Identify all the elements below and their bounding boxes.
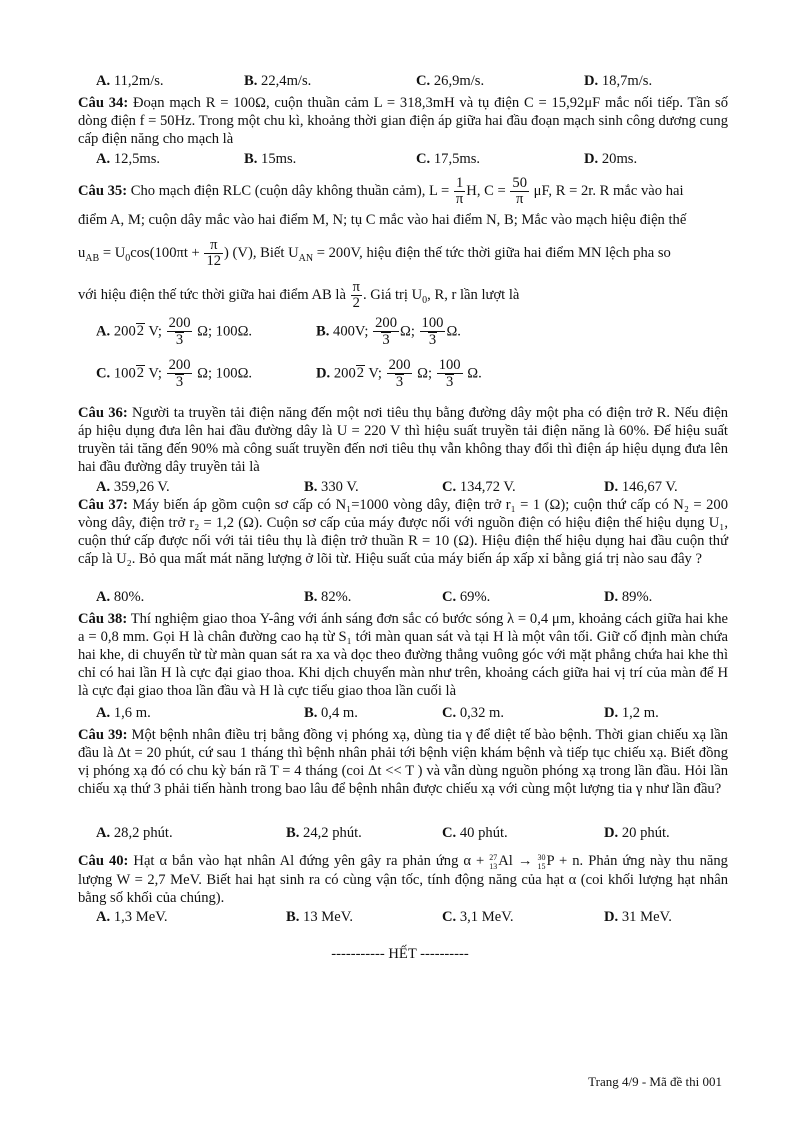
q33-option-d: D. 18,7m/s. xyxy=(584,73,653,89)
question-39 xyxy=(78,726,728,798)
question-text: Một bệnh nhân điều trị bằng đồng vị phóng xạ, dùng tia γ để diệt tế bào bệnh. Thời gian chiếu xạ lần đầu là Δt = 20 phút, cứ sau 1 tháng thì bệnh nhân phải tới bệnh viện khám bệnh và tiếp tục chiếu xạ. Biết đồng vị phóng xạ đó có chu kỳ bán rã T = 4 tháng (coi Δt << T ) và vẫn dùng nguồn phóng xạ trong lần đầu. Hỏi lần chiếu xạ thứ 3 phải tiến hành trong bao lâu để bệnh nhân được chiếu xạ với cùng một lượng tia γ như lần đầu? xyxy=(78,727,728,797)
q35-option-d: D. 2002 V; $\frac{200}{3}$ Ω; $\frac{100}{3}$ Ω. xyxy=(316,357,482,390)
fraction-pi-over-12: $\frac{\pi}{12}$ xyxy=(206,237,222,269)
q36-options xyxy=(96,478,736,496)
q38-option-b: B. 0,4 m. xyxy=(304,705,358,721)
question-label: Câu 38: xyxy=(78,611,128,627)
question-36 xyxy=(78,404,728,476)
q34-option-b: B. 15ms. xyxy=(244,151,297,167)
question-text: Đoạn mạch R = 100Ω, cuộn thuần cảm L = 318,3mH và tụ điện C = 15,92μF mắc nối tiếp. Tần số dòng điện f = 50Hz. Trong một chu kì, khoảng thời gian điện áp giữa hai đầu đoạn mạch sinh công dương cung cấp điện năng cho mạch là xyxy=(78,95,728,147)
q34-option-d: D. 20ms. xyxy=(584,151,638,167)
nuclide-al xyxy=(489,853,497,871)
q35-option-a: A. 2002 V; $\frac{200}{3}$ Ω; 100Ω. xyxy=(96,315,253,348)
question-label: Câu 39: xyxy=(78,727,128,743)
q39-option-d: D. 20 phút. xyxy=(604,825,670,841)
q38-option-d: D. 1,2 m. xyxy=(604,705,659,721)
question-text: Hạt α bắn vào hạt nhân Al đứng yên gây ra phản ứng α + xyxy=(133,853,485,869)
q38-option-a: A. 1,6 m. xyxy=(96,705,151,721)
option-label: C. xyxy=(96,365,111,382)
q39-option-b: B. 24,2 phút. xyxy=(286,825,362,841)
question-38 xyxy=(78,610,728,700)
q40-option-a: A. 1,3 MeV. xyxy=(96,909,168,925)
q36-option-c: C. 134,72 V. xyxy=(442,479,516,495)
q39-option-a: A. 28,2 phút. xyxy=(96,825,173,841)
q40-options xyxy=(96,908,736,926)
question-label: Câu 35: xyxy=(78,182,128,199)
question-text: = 200V, hiệu điện thế tức thời giữa hai điểm MN lệch pha so xyxy=(313,244,671,261)
q38-options xyxy=(96,704,736,722)
option-label: D. xyxy=(316,365,331,382)
q34-options xyxy=(96,150,736,168)
subscript: AN xyxy=(298,252,314,264)
question-text: Cho mạch điện RLC (cuộn dây không thuần cảm), L = xyxy=(130,182,450,199)
question-label: Câu 40: xyxy=(78,853,129,869)
q36-option-b: B. 330 V. xyxy=(304,479,359,495)
q37-options xyxy=(96,588,736,606)
question-text: u xyxy=(78,244,86,261)
question-text: H, C = xyxy=(466,182,506,199)
q40-option-b: B. 13 MeV. xyxy=(286,909,354,925)
question-text: = U xyxy=(99,244,126,261)
question-text: điểm A, M; cuộn dây mắc vào hai điểm M, N; tụ C mắc vào hai điểm N, B; Mắc vào mạch hiệu điện thế xyxy=(78,212,687,228)
q36-option-d: D. 146,67 V. xyxy=(604,479,678,495)
q33-option-b: B. 22,4m/s. xyxy=(244,73,312,89)
option-label: A. xyxy=(96,323,111,340)
q37-option-d: D. 89%. xyxy=(604,589,653,605)
question-text: . Giá trị U xyxy=(362,286,423,303)
question-text: μF, R = 2r. R mắc vào hai xyxy=(533,182,684,199)
question-text: ) (V), Biết U xyxy=(224,244,299,261)
q38-option-c: C. 0,32 m. xyxy=(442,705,505,721)
q35-options-row-2 xyxy=(96,358,736,392)
end-mark: ----------- HẾT ---------- xyxy=(331,946,469,962)
question-34 xyxy=(78,94,728,148)
q39-option-c: C. 40 phút. xyxy=(442,825,508,841)
subscript: AB xyxy=(85,252,100,264)
fraction-1-over-pi: $\frac{1}{\pi}$ xyxy=(455,175,464,207)
atomic-number: 15 xyxy=(537,861,546,871)
question-label: Câu 36: xyxy=(78,405,128,421)
question-text: cos(100πt + xyxy=(130,244,200,261)
question-text: P + n. Phản ứng này thu năng lượng W = 2,7 MeV. Biết hai hạt sinh ra có cùng vận tốc, tính động năng của hạt α (coi khối lượng hạt nhân bằng số khối của chúng). xyxy=(78,853,728,906)
question-text: , R, r lần lượt là xyxy=(427,286,520,303)
question-40 xyxy=(78,852,728,907)
q37-option-a: A. 80%. xyxy=(96,589,145,605)
fraction-pi-over-2: $\frac{\pi}{2}$ xyxy=(352,279,360,311)
q33-options xyxy=(96,72,736,90)
question-label: Câu 37: xyxy=(78,497,128,513)
nuclide-p xyxy=(537,853,545,871)
question-35 xyxy=(78,176,728,316)
q40-option-d: D. 31 MeV. xyxy=(604,909,672,925)
mass-number: 30 xyxy=(537,852,546,862)
fraction-50-over-pi: $\frac{50}{\pi}$ xyxy=(512,175,527,207)
question-text: với hiệu điện thế tức thời giữa hai điểm AB là xyxy=(78,286,346,303)
question-label: Câu 34: xyxy=(78,95,129,111)
question-text: Al → xyxy=(498,853,533,869)
q39-options xyxy=(96,824,736,842)
q36-option-a: A. 359,26 V. xyxy=(96,479,170,495)
q37-option-b: B. 82%. xyxy=(304,589,352,605)
question-text: Thí nghiệm giao thoa Y-âng với ánh sáng đơn sắc có bước sóng λ = 0,4 μm, khoảng cách giữa hai khe a = 0,8 mm. Gọi H là chân đường cao hạ từ S₁ tới màn quan sát và tại H là một vân tối. Giữ cố định màn chứa hai khe, di chuyển từ từ màn quan sát ra xa và dọc theo đường thẳng vuông góc với mặt phẳng chứa hai khe thì chỉ có hai lần H là cực đại giao thoa. Khi dịch chuyển màn như trên, khoảng cách giữa hai vị trí của màn để H là cực đại giao thoa lần đầu và H là cực tiểu giao thoa lần cuối là xyxy=(78,611,728,699)
q40-option-c: C. 3,1 MeV. xyxy=(442,909,514,925)
q37-option-c: C. 69%. xyxy=(442,589,491,605)
subscript: 0 xyxy=(422,294,428,306)
q35-option-c: C. 1002 V; $\frac{200}{3}$ Ω; 100Ω. xyxy=(96,357,253,390)
q33-option-a: A. 11,2m/s. xyxy=(96,73,164,89)
q34-option-a: A. 12,5ms. xyxy=(96,151,161,167)
q33-option-c: C. 26,9m/s. xyxy=(416,73,485,89)
question-text: Người ta truyền tải điện năng đến một nơi tiêu thụ bằng đường dây một pha có điện trở R. Nếu điện áp hiệu dụng đưa lên hai đầu đường dây là U = 220 V thì hiệu suất truyền tải điện năng là 60%. Để hiệu suất truyền tải tăng đến 90% mà công suất truyền đến nơi tiêu thụ vẫn không thay đổi thì điện áp hiệu dụng đưa lên hai đầu đường dây truyền tải là xyxy=(78,405,728,475)
question-text: Máy biến áp gồm cuộn sơ cấp có N₁=1000 vòng dây, điện trở r₁ = 1 (Ω); cuộn thứ cấp có N₂ = 200 vòng dây, điện trở r₂ = 1,2 (Ω). Cuộn sơ cấp của máy được nối với nguồn điện có hiệu điện thế hiệu dụng U₁, cuộn thứ cấp được nối với tải tiêu thụ là điện trở thuần R = 10 (Ω). Hiệu điện thế hiệu dụng hai đầu cuộn thứ cấp là U₂. Bỏ qua mất mát năng lượng ở lõi từ. Hiệu suất của máy biến áp xấp xỉ bằng giá trị nào sau đây ? xyxy=(78,497,728,567)
option-label: B. xyxy=(316,323,330,340)
atomic-number: 13 xyxy=(489,861,498,871)
q35-options-row-1 xyxy=(96,316,736,350)
q35-option-b: B. 400V; $\frac{200}{3}$ Ω; $\frac{100}{3}$ Ω. xyxy=(316,315,461,348)
mass-number: 27 xyxy=(489,852,498,862)
page-footer: Trang 4/9 - Mã đề thi 001 xyxy=(588,1074,722,1089)
q34-option-c: C. 17,5ms. xyxy=(416,151,481,167)
subscript: 0 xyxy=(125,252,131,264)
question-37 xyxy=(78,496,728,568)
